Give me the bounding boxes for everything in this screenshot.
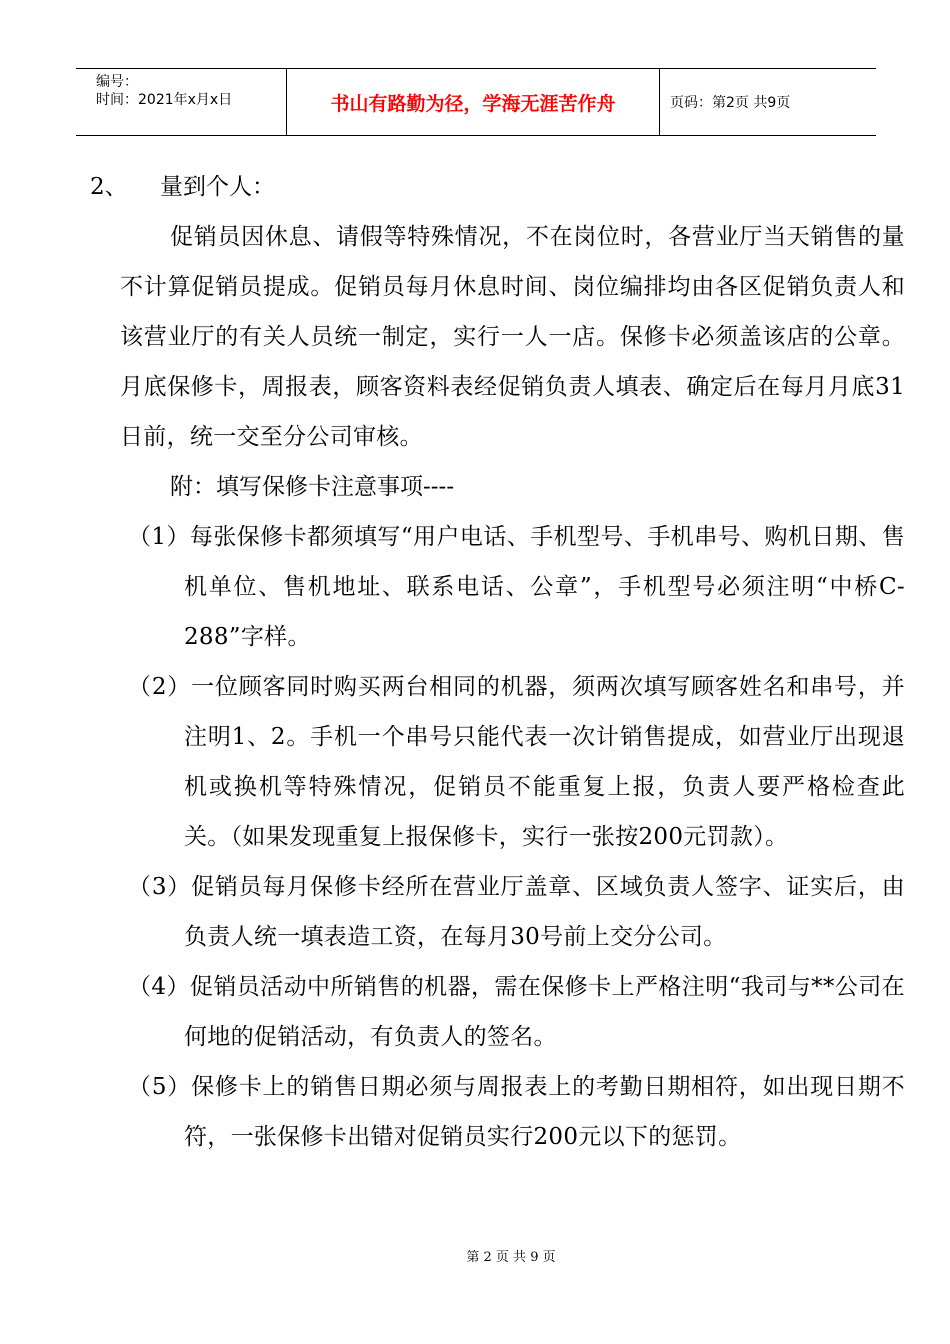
page-header [76,68,876,136]
body-paragraph: 促销员因休息、请假等特殊情况，不在岗位时，各营业厅当天销售的量不计算促销员提成。促销员每月休息时间、岗位编排均由各区促销负责人和该营业厅的有关人员统一制定，实行一人一店。保修卡必须盖该店的公章。月底保修卡，周报表，顾客资料表经促销负责人填表、确定后在每月月底31日前，统一交至分公司审核。 [120,224,905,450]
page-footer: 第 2 页 共 9 页 [466,1250,556,1265]
section-number: 2、 [90,174,128,200]
header-motto: 书山有路勤为径，学海无涯苦作舟 [287,69,660,135]
document-body [90,162,905,1162]
time-label: 时间：2021年x月x日 [96,92,233,108]
header-meta [76,69,287,135]
note-title: 附：填写保修卡注意事项---- [170,474,455,500]
list-item: （4）促销员活动中所销售的机器，需在保修卡上严格注明“我司与**公司在何地的促销活动，有负责人的签名。 [128,974,905,1050]
header-page-number: 页码：第2页 共9页 [670,95,791,111]
section-heading [90,162,905,212]
list-item: （5）保修卡上的销售日期必须与周报表上的考勤日期相符，如出现日期不符，一张保修卡出错对促销员实行200元以下的惩罚。 [128,1074,905,1150]
list-item: （2）一位顾客同时购买两台相同的机器，须两次填写顾客姓名和串号，并注明1、2。手机一个串号只能代表一次计销售提成，如营业厅出现退机或换机等特殊情况，促销员不能重复上报，负责人要严格检查此关。（如果发现重复上报保修卡，实行一张按200元罚款）。 [128,674,905,850]
list-item: （1）每张保修卡都须填写“用户电话、手机型号、手机串号、购机日期、售机单位、售机地址、联系电话、公章”，手机型号必须注明“中桥C-288”字样。 [128,524,905,650]
list-item: （3）促销员每月保修卡经所在营业厅盖章、区域负责人签字、证实后，由负责人统一填表造工资，在每月30号前上交分公司。 [128,874,905,950]
section-title: 量到个人： [160,174,275,200]
code-label: 编号： [96,74,138,90]
